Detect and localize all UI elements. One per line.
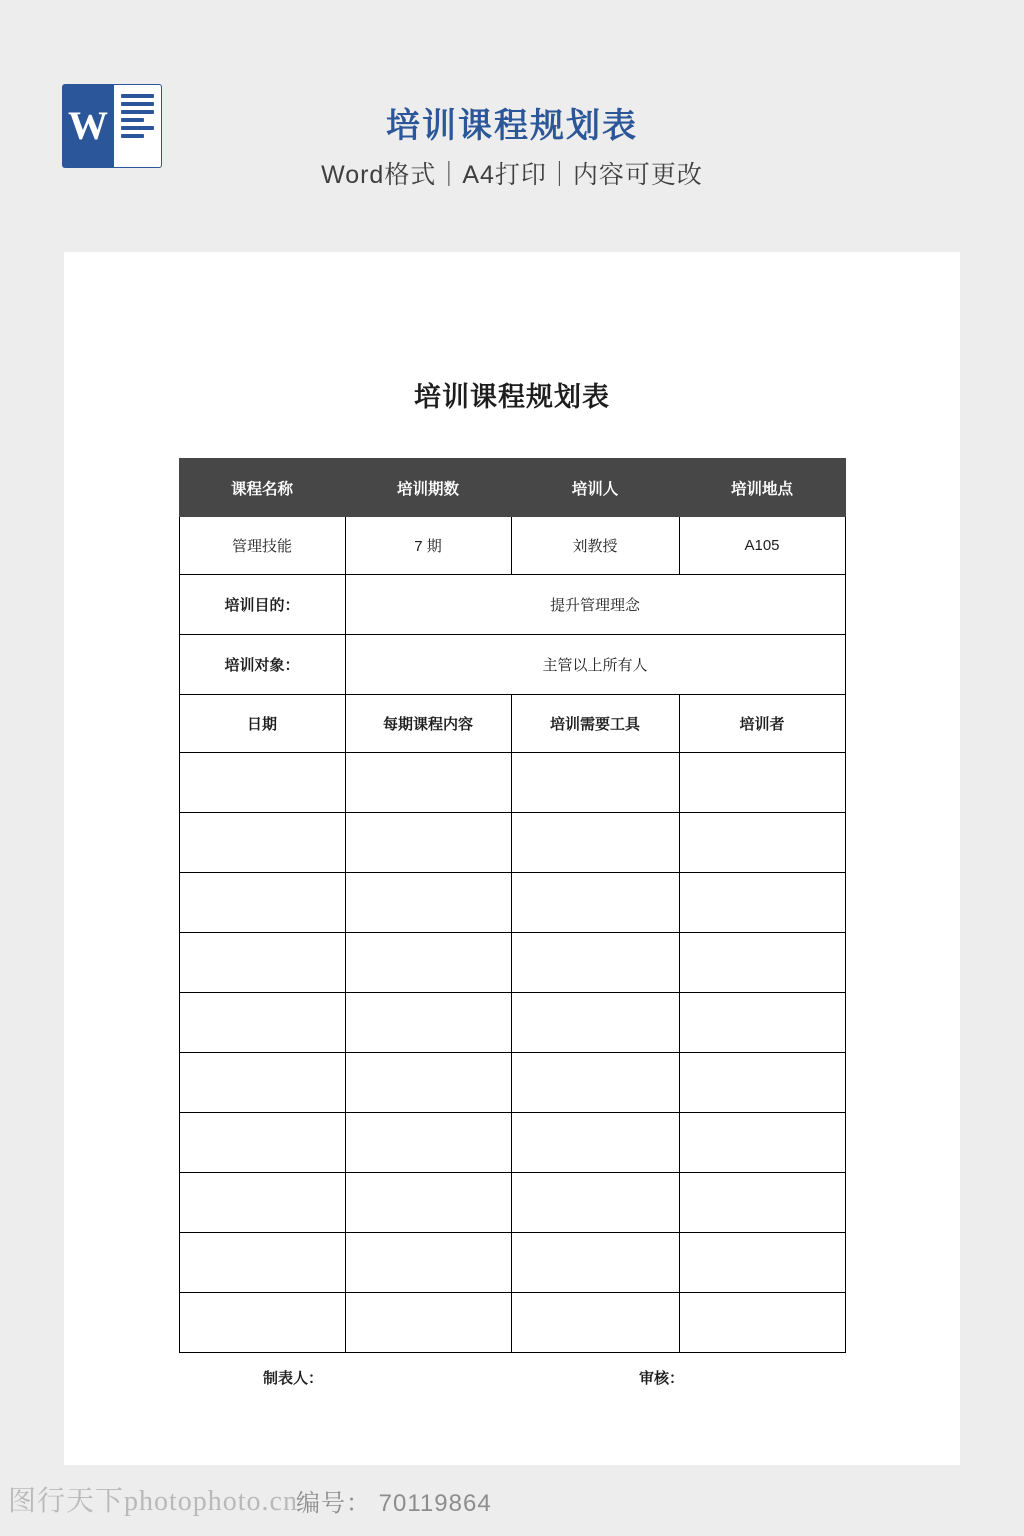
word-logo-letter: W — [62, 84, 114, 168]
training-plan-table — [179, 458, 846, 1353]
header-banner — [0, 0, 1024, 252]
table-cell — [345, 873, 511, 933]
banner-subtitle: Word格式｜A4打印｜内容可更改 — [321, 161, 703, 189]
table-row — [179, 873, 845, 933]
label-training-audience: 培训对象： — [179, 635, 345, 695]
table-row — [179, 517, 845, 575]
table-cell — [179, 993, 345, 1053]
table-header-row — [179, 459, 845, 517]
table-cell — [679, 933, 845, 993]
table-cell — [511, 933, 679, 993]
table-row — [179, 1053, 845, 1113]
table-cell-trainer: 刘教授 — [511, 517, 679, 575]
table-cell — [511, 1113, 679, 1173]
label-training-purpose: 培训目的： — [179, 575, 345, 635]
table-cell — [679, 813, 845, 873]
table-row-purpose — [179, 575, 845, 635]
label-maker: 制表人： — [263, 1370, 324, 1387]
table-cell-location: A105 — [679, 517, 845, 575]
table-subheader-cell: 日期 — [179, 695, 345, 753]
table-header-cell: 课程名称 — [179, 459, 345, 517]
table-cell — [345, 1173, 511, 1233]
table-cell — [679, 1233, 845, 1293]
table-row — [179, 1293, 845, 1353]
table-cell — [345, 1053, 511, 1113]
table-cell — [511, 813, 679, 873]
document-title: 培训课程规划表 — [414, 382, 610, 412]
table-cell — [679, 753, 845, 813]
table-cell — [179, 1173, 345, 1233]
table-row — [179, 753, 845, 813]
table-cell-session-count: 7 期 — [345, 517, 511, 575]
table-cell — [511, 1233, 679, 1293]
table-row-audience — [179, 635, 845, 695]
table-cell — [511, 873, 679, 933]
value-training-audience: 主管以上所有人 — [345, 635, 845, 695]
table-cell — [179, 1293, 345, 1353]
table-cell — [179, 1113, 345, 1173]
image-code-text: 编号： 70119864 — [296, 1490, 492, 1517]
table-cell — [345, 993, 511, 1053]
table-cell — [179, 873, 345, 933]
table-cell — [511, 1053, 679, 1113]
table-cell — [179, 1053, 345, 1113]
table-cell — [345, 933, 511, 993]
table-cell — [179, 933, 345, 993]
document-page — [64, 252, 960, 1465]
table-header-cell: 培训人 — [511, 459, 679, 517]
table-row — [179, 1173, 845, 1233]
table-cell — [679, 1293, 845, 1353]
table-cell — [511, 1293, 679, 1353]
table-subheader-row — [179, 695, 845, 753]
table-cell — [679, 993, 845, 1053]
table-cell — [179, 1233, 345, 1293]
table-row — [179, 1233, 845, 1293]
table-row — [179, 933, 845, 993]
watermark-text: 图行天下photophoto.cn — [8, 1486, 298, 1517]
table-cell — [179, 753, 345, 813]
table-subheader-cell: 每期课程内容 — [345, 695, 511, 753]
banner-title: 培训课程规划表 — [386, 107, 638, 145]
table-row — [179, 993, 845, 1053]
footer-watermark-bar — [0, 1465, 1024, 1536]
table-cell — [179, 813, 345, 873]
table-header-cell: 培训期数 — [345, 459, 511, 517]
table-row — [179, 813, 845, 873]
value-training-purpose: 提升管理理念 — [345, 575, 845, 635]
table-cell — [345, 1293, 511, 1353]
table-header-cell: 培训地点 — [679, 459, 845, 517]
table-cell — [679, 1113, 845, 1173]
table-cell — [345, 1233, 511, 1293]
table-cell — [345, 1113, 511, 1173]
table-row — [179, 1113, 845, 1173]
signature-row — [179, 1367, 845, 1393]
table-cell — [511, 1173, 679, 1233]
table-cell — [345, 753, 511, 813]
table-cell — [511, 753, 679, 813]
table-cell — [679, 1053, 845, 1113]
table-subheader-cell: 培训者 — [679, 695, 845, 753]
table-cell-course-name: 管理技能 — [179, 517, 345, 575]
table-subheader-cell: 培训需要工具 — [511, 695, 679, 753]
table-cell — [511, 993, 679, 1053]
table-cell — [679, 1173, 845, 1233]
table-cell — [345, 813, 511, 873]
label-auditor: 审核： — [639, 1370, 685, 1387]
table-cell — [679, 873, 845, 933]
